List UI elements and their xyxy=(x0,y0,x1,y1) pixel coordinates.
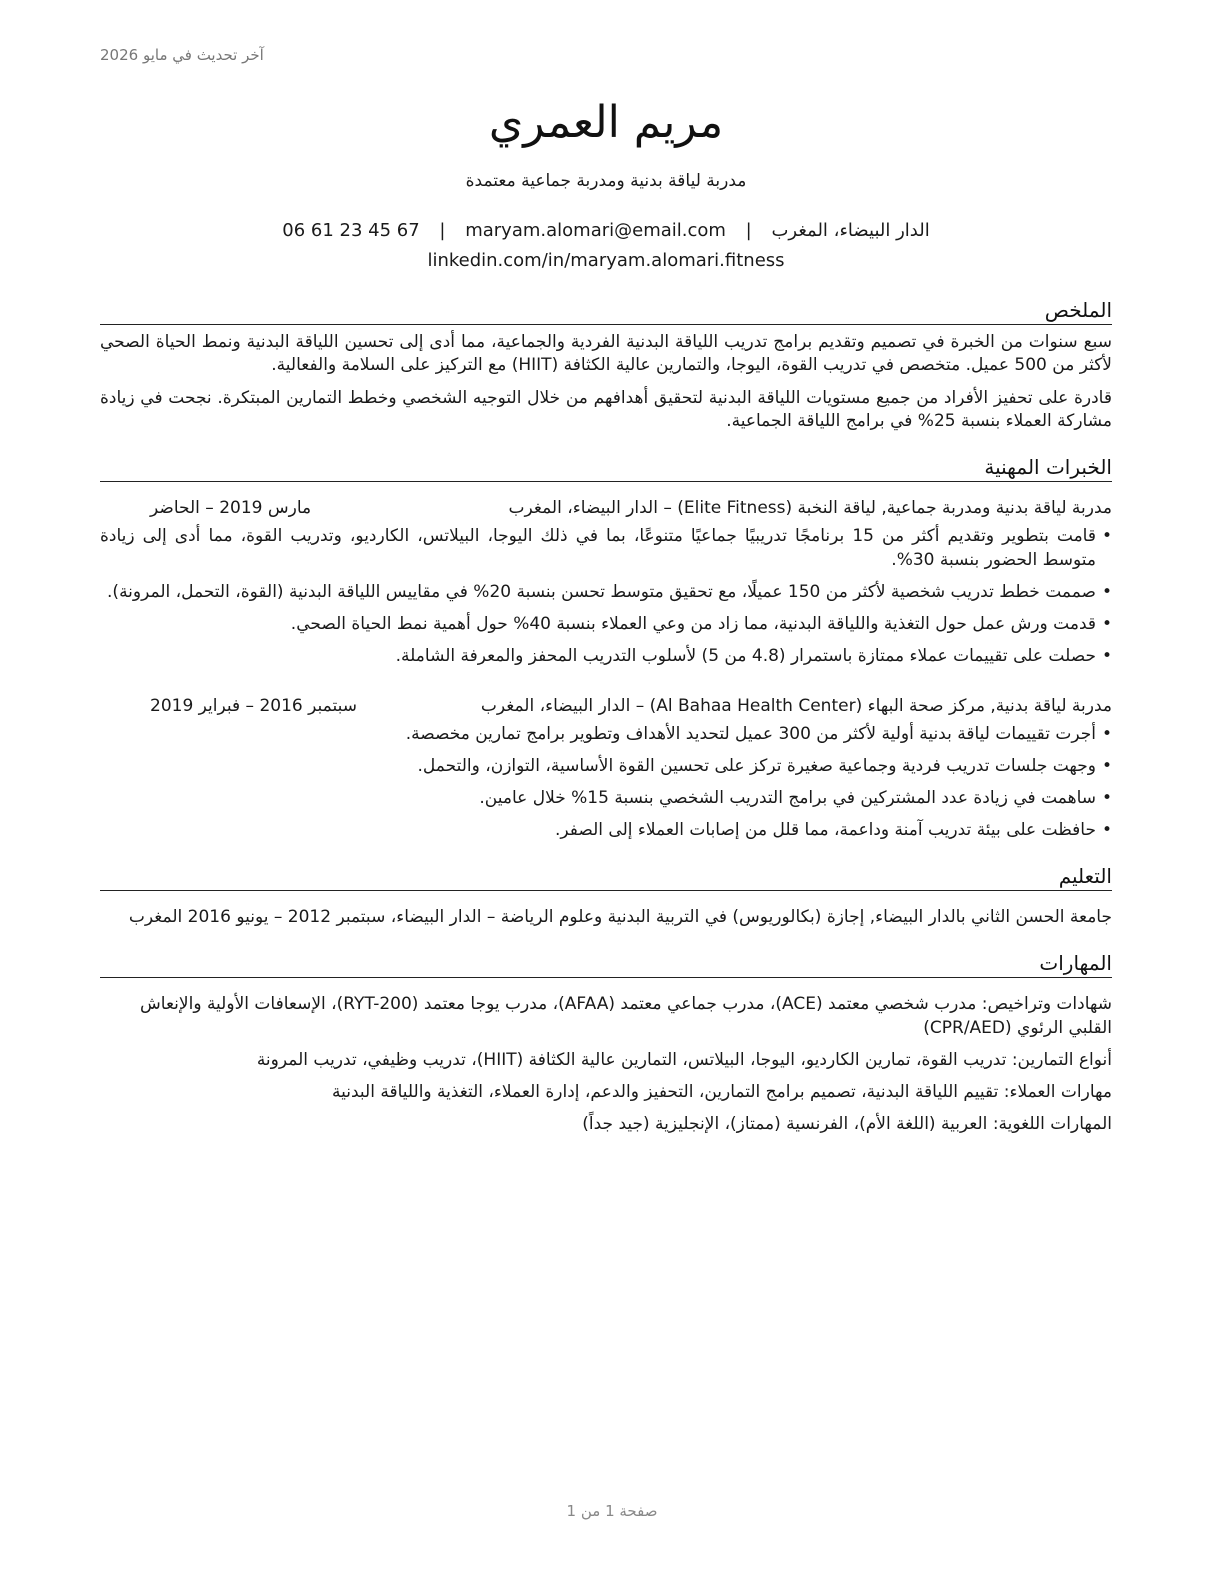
section-heading-summary: الملخص xyxy=(100,296,1112,325)
contact-linkedin[interactable]: linkedin.com/in/maryam.alomari.fitness xyxy=(427,250,785,271)
resume-page xyxy=(100,92,1112,1136)
skill-line: المهارات اللغوية: العربية (اللغة الأم)، الفرنسية (ممتاز)، الإنجليزية (جيد جداً) xyxy=(582,1114,1112,1134)
contact-phone: 06 61 23 45 67 xyxy=(282,220,420,241)
contact-separator: | xyxy=(745,220,752,241)
job-header xyxy=(100,694,1112,718)
education-entry: جامعة الحسن الثاني بالدار البيضاء, إجازة (بكالوريوس) في التربية البدنية وعلوم الرياضة – الدار البيضاء، سبتمبر 2012 – يونيو 2016 المغرب xyxy=(128,907,1112,927)
job-bullet: • ساهمت في زيادة عدد المشتركين في برامج التدريب الشخصي بنسبة 15% خلال عامين. xyxy=(100,786,1112,810)
job-title: مدربة لياقة بدنية ومدربة جماعية, لياقة النخبة (Elite Fitness) – الدار البيضاء، المغرب xyxy=(508,498,1112,518)
job-bullet: • حصلت على تقييمات عملاء ممتازة باستمرار (4.8 من 5) لأسلوب التدريب المحفز والمعرفة الشاملة. xyxy=(100,644,1112,668)
job-bullet: • حافظت على بيئة تدريب آمنة وداعمة، مما قلل من إصابات العملاء إلى الصفر. xyxy=(100,818,1112,842)
page-number: صفحة 1 من 1 xyxy=(566,1502,658,1520)
job-bullets xyxy=(100,524,1112,668)
job-bullet: • قامت بتطوير وتقديم أكثر من 15 برنامجًا تدريبيًا جماعيًا متنوعًا، بما في ذلك اليوجا، البيلاتس، الكارديو، وتدريب القوة، مما أدى إلى زيادة متوسط الحضور بنسبة 30%. xyxy=(100,524,1112,572)
section-heading-education: التعليم xyxy=(100,862,1112,891)
job-bullets xyxy=(100,722,1112,842)
job-bullet: • صممت خطط تدريب شخصية لأكثر من 150 عميلًا، مع تحقيق متوسط تحسن بنسبة 20% في مقاييس اللياقة البدنية (القوة، التحمل، المرونة). xyxy=(100,580,1112,604)
contact-separator: | xyxy=(439,220,446,241)
skills-list xyxy=(100,992,1112,1136)
last-updated-note: آخر تحديث في مايو 2026 xyxy=(100,46,264,64)
summary-paragraph: قادرة على تحفيز الأفراد من جميع مستويات اللياقة البدنية لتحقيق أهدافهم من خلال التوجيه الشخصي وخطط التمارين المبتكرة. نجحت في زيادة مشاركة العملاء بنسبة 25% في برامج اللياقة الجماعية. xyxy=(100,388,1112,431)
contact-location: الدار البيضاء، المغرب xyxy=(771,220,930,241)
section-heading-experience: الخبرات المهنية xyxy=(100,453,1112,482)
job-bullet: • أجرت تقييمات لياقة بدنية أولية لأكثر من 300 عميل لتحديد الأهداف وتطوير برامج تمارين مخصصة. xyxy=(100,722,1112,746)
skill-line: شهادات وتراخيص: مدرب شخصي معتمد (ACE)، مدرب جماعي معتمد (AFAA)، مدرب يوجا معتمد (RYT-200)، الإسعافات الأولية والإنعاش القلبي الرئوي (CPR/AED) xyxy=(140,994,1112,1038)
section-heading-skills: المهارات xyxy=(100,949,1112,978)
job-dates: مارس 2019 – الحاضر xyxy=(150,498,312,518)
job-dates: سبتمبر 2016 – فبراير 2019 xyxy=(150,696,357,716)
contact-email[interactable]: maryam.alomari@email.com xyxy=(465,220,726,241)
job-bullet: • وجهت جلسات تدريب فردية وجماعية صغيرة تركز على تحسين القوة الأساسية، التوازن، والتحمل. xyxy=(100,754,1112,778)
skill-line: أنواع التمارين: تدريب القوة، تمارين الكارديو، اليوجا، البيلاتس، التمارين عالية الكثافة (HIIT)، تدريب وظيفي، تدريب المرونة xyxy=(256,1050,1112,1070)
candidate-name: مريم العمري xyxy=(488,97,724,148)
candidate-title: مدربة لياقة بدنية ومدربة جماعية معتمدة xyxy=(465,171,747,191)
skill-line: مهارات العملاء: تقييم اللياقة البدنية، تصميم برامج التمارين، التحفيز والدعم، إدارة العملاء، التغذية واللياقة البدنية xyxy=(332,1082,1112,1102)
summary-paragraph: سبع سنوات من الخبرة في تصميم وتقديم برامج تدريب اللياقة البدنية الفردية والجماعية، مما أدى إلى تحسين اللياقة البدنية ونمط الحياة الصحي لأكثر من 500 عميل. متخصص في تدريب القوة، اليوجا، والتمارين عالية الكثافة (HIIT) مع التركيز على السلامة والفعالية. xyxy=(100,332,1112,375)
job-header xyxy=(100,496,1112,520)
contact-line xyxy=(100,216,1112,246)
job-title: مدربة لياقة بدنية, مركز صحة البهاء (Al Bahaa Health Center) – الدار البيضاء، المغرب xyxy=(480,696,1112,716)
job-bullet: • قدمت ورش عمل حول التغذية واللياقة البدنية، مما زاد من وعي العملاء بنسبة 40% حول أهمية نمط الحياة الصحي. xyxy=(100,612,1112,636)
